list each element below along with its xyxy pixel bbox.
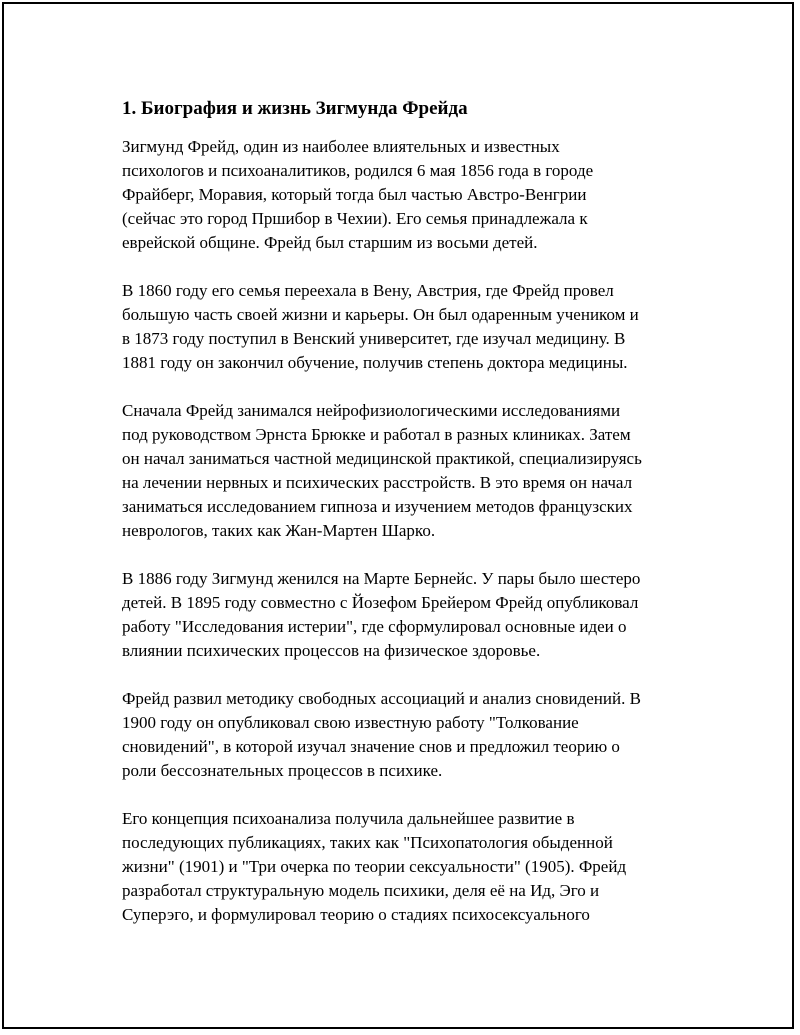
text-line: психологов и психоаналитиков, родился 6 мая 1856 года в городе	[122, 161, 594, 180]
paragraph-4	[122, 567, 697, 663]
text-line: 1881 году он закончил обучение, получив степень доктора медицины.	[122, 353, 628, 372]
paragraph-3	[122, 399, 697, 543]
text-line: неврологов, таких как Жан-Мартен Шарко.	[122, 521, 436, 540]
text-line: большую часть своей жизни и карьеры. Он был одаренным учеником и	[122, 305, 639, 324]
text-line: разработал структуральную модель психики, деля её на Ид, Эго и	[122, 881, 600, 900]
text-line: Суперэго, и формулировал теорию о стадиях психосексуального	[122, 905, 590, 924]
text-line: Сначала Фрейд занимался нейрофизиологическими исследованиями	[122, 401, 621, 420]
text-line: В 1886 году Зигмунд женился на Марте Бернейс. У пары было шестеро	[122, 569, 641, 588]
text-line: роли бессознательных процессов в психике.	[122, 761, 443, 780]
text-line: сновидений", в которой изучал значение снов и предложил теорию о	[122, 737, 620, 756]
text-line: в 1873 году поступил в Венский университет, где изучал медицину. В	[122, 329, 626, 348]
text-line: на лечении нервных и психических расстройств. В это время он начал	[122, 473, 633, 492]
text-line: детей. В 1895 году совместно с Йозефом Брейером Фрейд опубликовал	[122, 593, 639, 612]
paragraph-5	[122, 687, 697, 783]
text-line: работу "Исследования истерии", где сформулировал основные идеи о	[122, 617, 627, 636]
paragraph-2	[122, 279, 697, 375]
text-line: Фрайберг, Моравия, который тогда был частью Австро-Венгрии	[122, 185, 587, 204]
text-line: влиянии психических процессов на физическое здоровье.	[122, 641, 541, 660]
text-line: 1900 году он опубликовал свою известную работу "Толкование	[122, 713, 579, 732]
text-line: он начал заниматься частной медицинской практикой, специализируясь	[122, 449, 642, 468]
text-line: Фрейд развил методику свободных ассоциаций и анализ сновидений. В	[122, 689, 641, 708]
paragraph-1	[122, 135, 697, 255]
text-line: последующих публикациях, таких как "Психопатология обыденной	[122, 833, 613, 852]
text-line: жизни" (1901) и "Три очерка по теории сексуальности" (1905). Фрейд	[122, 857, 627, 876]
text-line: под руководством Эрнста Брюкке и работал в разных клиниках. Затем	[122, 425, 631, 444]
text-line: Его концепция психоанализа получила дальнейшее развитие в	[122, 809, 575, 828]
text-line: заниматься исследованием гипноза и изучением методов французских	[122, 497, 633, 516]
section-heading: 1. Биография и жизнь Зигмунда Фрейда	[122, 98, 468, 119]
text-line: еврейской общине. Фрейд был старшим из восьми детей.	[122, 233, 538, 252]
text-line: Зигмунд Фрейд, один из наиболее влиятельных и известных	[122, 137, 560, 156]
page-frame	[2, 2, 794, 1029]
text-line: В 1860 году его семья переехала в Вену, Австрия, где Фрейд провел	[122, 281, 614, 300]
document-body	[122, 97, 697, 951]
text-line: (сейчас это город Пршибор в Чехии). Его семья принадлежала к	[122, 209, 588, 228]
paragraph-6	[122, 807, 697, 927]
